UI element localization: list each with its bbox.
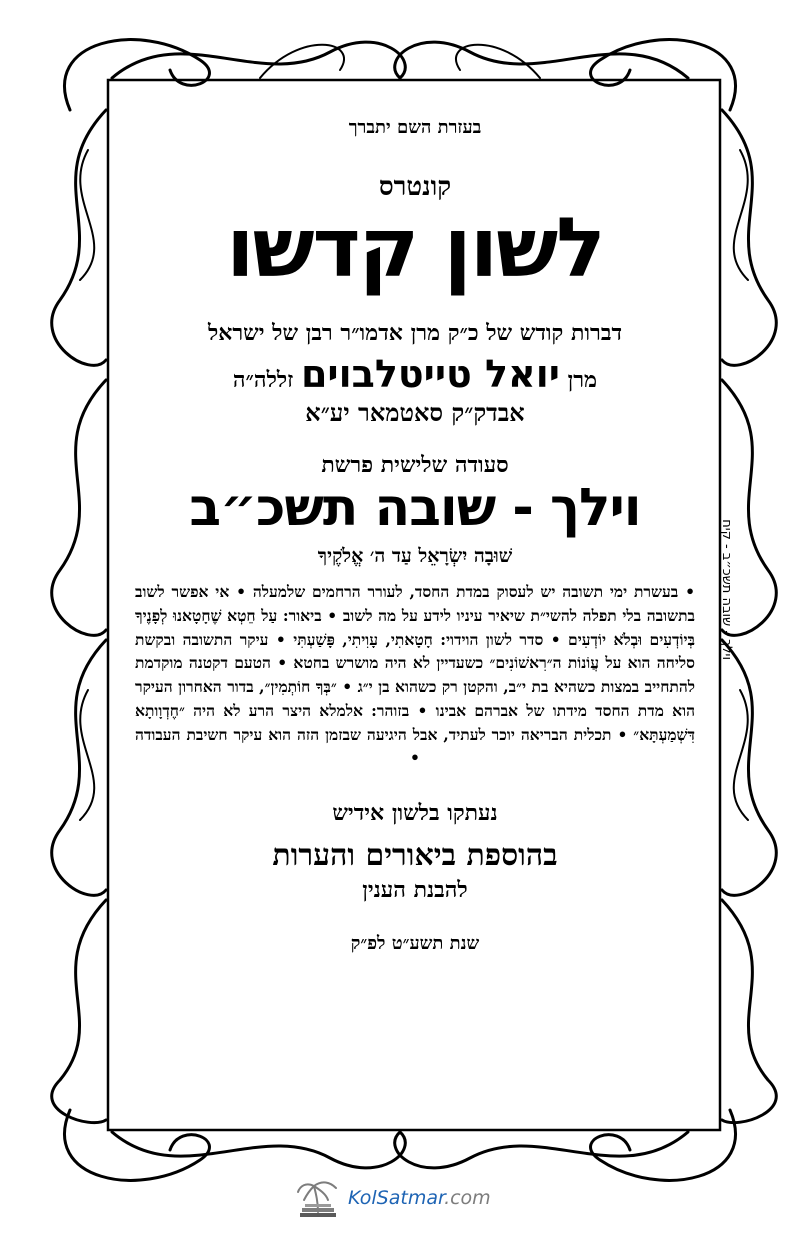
author-suffix: זללה״ה	[232, 367, 294, 394]
addition-line: בהוספת ביאורים והערות	[272, 837, 558, 873]
words-of-line: דברות קודש של כ״ק מרן אדמו״ר רבן של ישראל	[207, 320, 623, 347]
main-title: לשון קדשו	[226, 201, 604, 296]
year-line: שנת תשע״ט לפ״ק	[350, 932, 480, 954]
side-running-header: וילך - שובה תשכ״ב - קיח	[719, 519, 734, 660]
frame-bottom-flourish	[65, 1110, 736, 1180]
palm-tree-books-icon	[296, 1178, 340, 1218]
kuntres-label: קונטרס	[378, 172, 452, 202]
site-logo-link[interactable]	[296, 1178, 536, 1218]
blessing-line: בעזרת השם יתברך	[348, 117, 482, 138]
author-title: אבדק״ק סאטמאר יע״א	[305, 398, 525, 428]
author-prefix: מרן	[567, 367, 598, 394]
title-page	[135, 95, 695, 1095]
verse-line: שׁוּבָה יִשְׂרָאֵל עַד ה׳ אֱלֹקֶיךָ	[317, 545, 513, 568]
author-name: יואל טייטלבוים	[300, 352, 560, 397]
site-name: KolSatmar	[348, 1187, 445, 1209]
understanding-line: להבנת הענין	[362, 876, 468, 903]
frame-left-flourish	[52, 110, 106, 1123]
site-tld: .com	[444, 1187, 491, 1209]
translated-line: נעתקו בלשון אידיש	[332, 799, 498, 826]
seuda-line: סעודה שלישית פרשת	[321, 452, 509, 479]
author-line	[135, 352, 695, 396]
summary-paragraph: • בעשרת ימי תשובה יש לעסוק במדת החסד, לעורר הרחמים שלמעלה • אי אפשר לשוב בתשובה בלי תפלה להשי״ת שיאיר עיניו לידע על מה לשוב • ביאור: עַל חֵטְא שֶׁחָטָאנוּ לְפָנֶיךָ בְּיוֹדְעִים וּבְלֹא יוֹדְעִים • סדר לשון הוידוי: חָטָאתִי, עָוִיתִי, פָּשַׁעְתִּי • עיקר התשובה ובקשת סליחה הוא על עֲוֹנוֹת ה״רִאשׁוֹנִים״ כשעדיין לא היה מושרש בחטא • הטעם דקטנה מוקדמת להתחייב במצות כשהיא בת י״ב, והקטן רק כשהוא בן י״ג • ״בְּךָ חוֹתְמִין״, בדור האחרון העיקר הוא מדת החסד מידתו של אברהם אבינו • בזוהר: אלמלא היצר הרע לא היה ״חֶדְוָותָא דִּשְׁמַעְתָּא״ • תכלית הבריאה יוכר לעתיד, אבל היגיעה שבזמן הזה הוא עיקר חשיבת העבודה •	[135, 582, 695, 768]
parsha-title: וילך - שובה תשכ״ב	[189, 478, 641, 539]
